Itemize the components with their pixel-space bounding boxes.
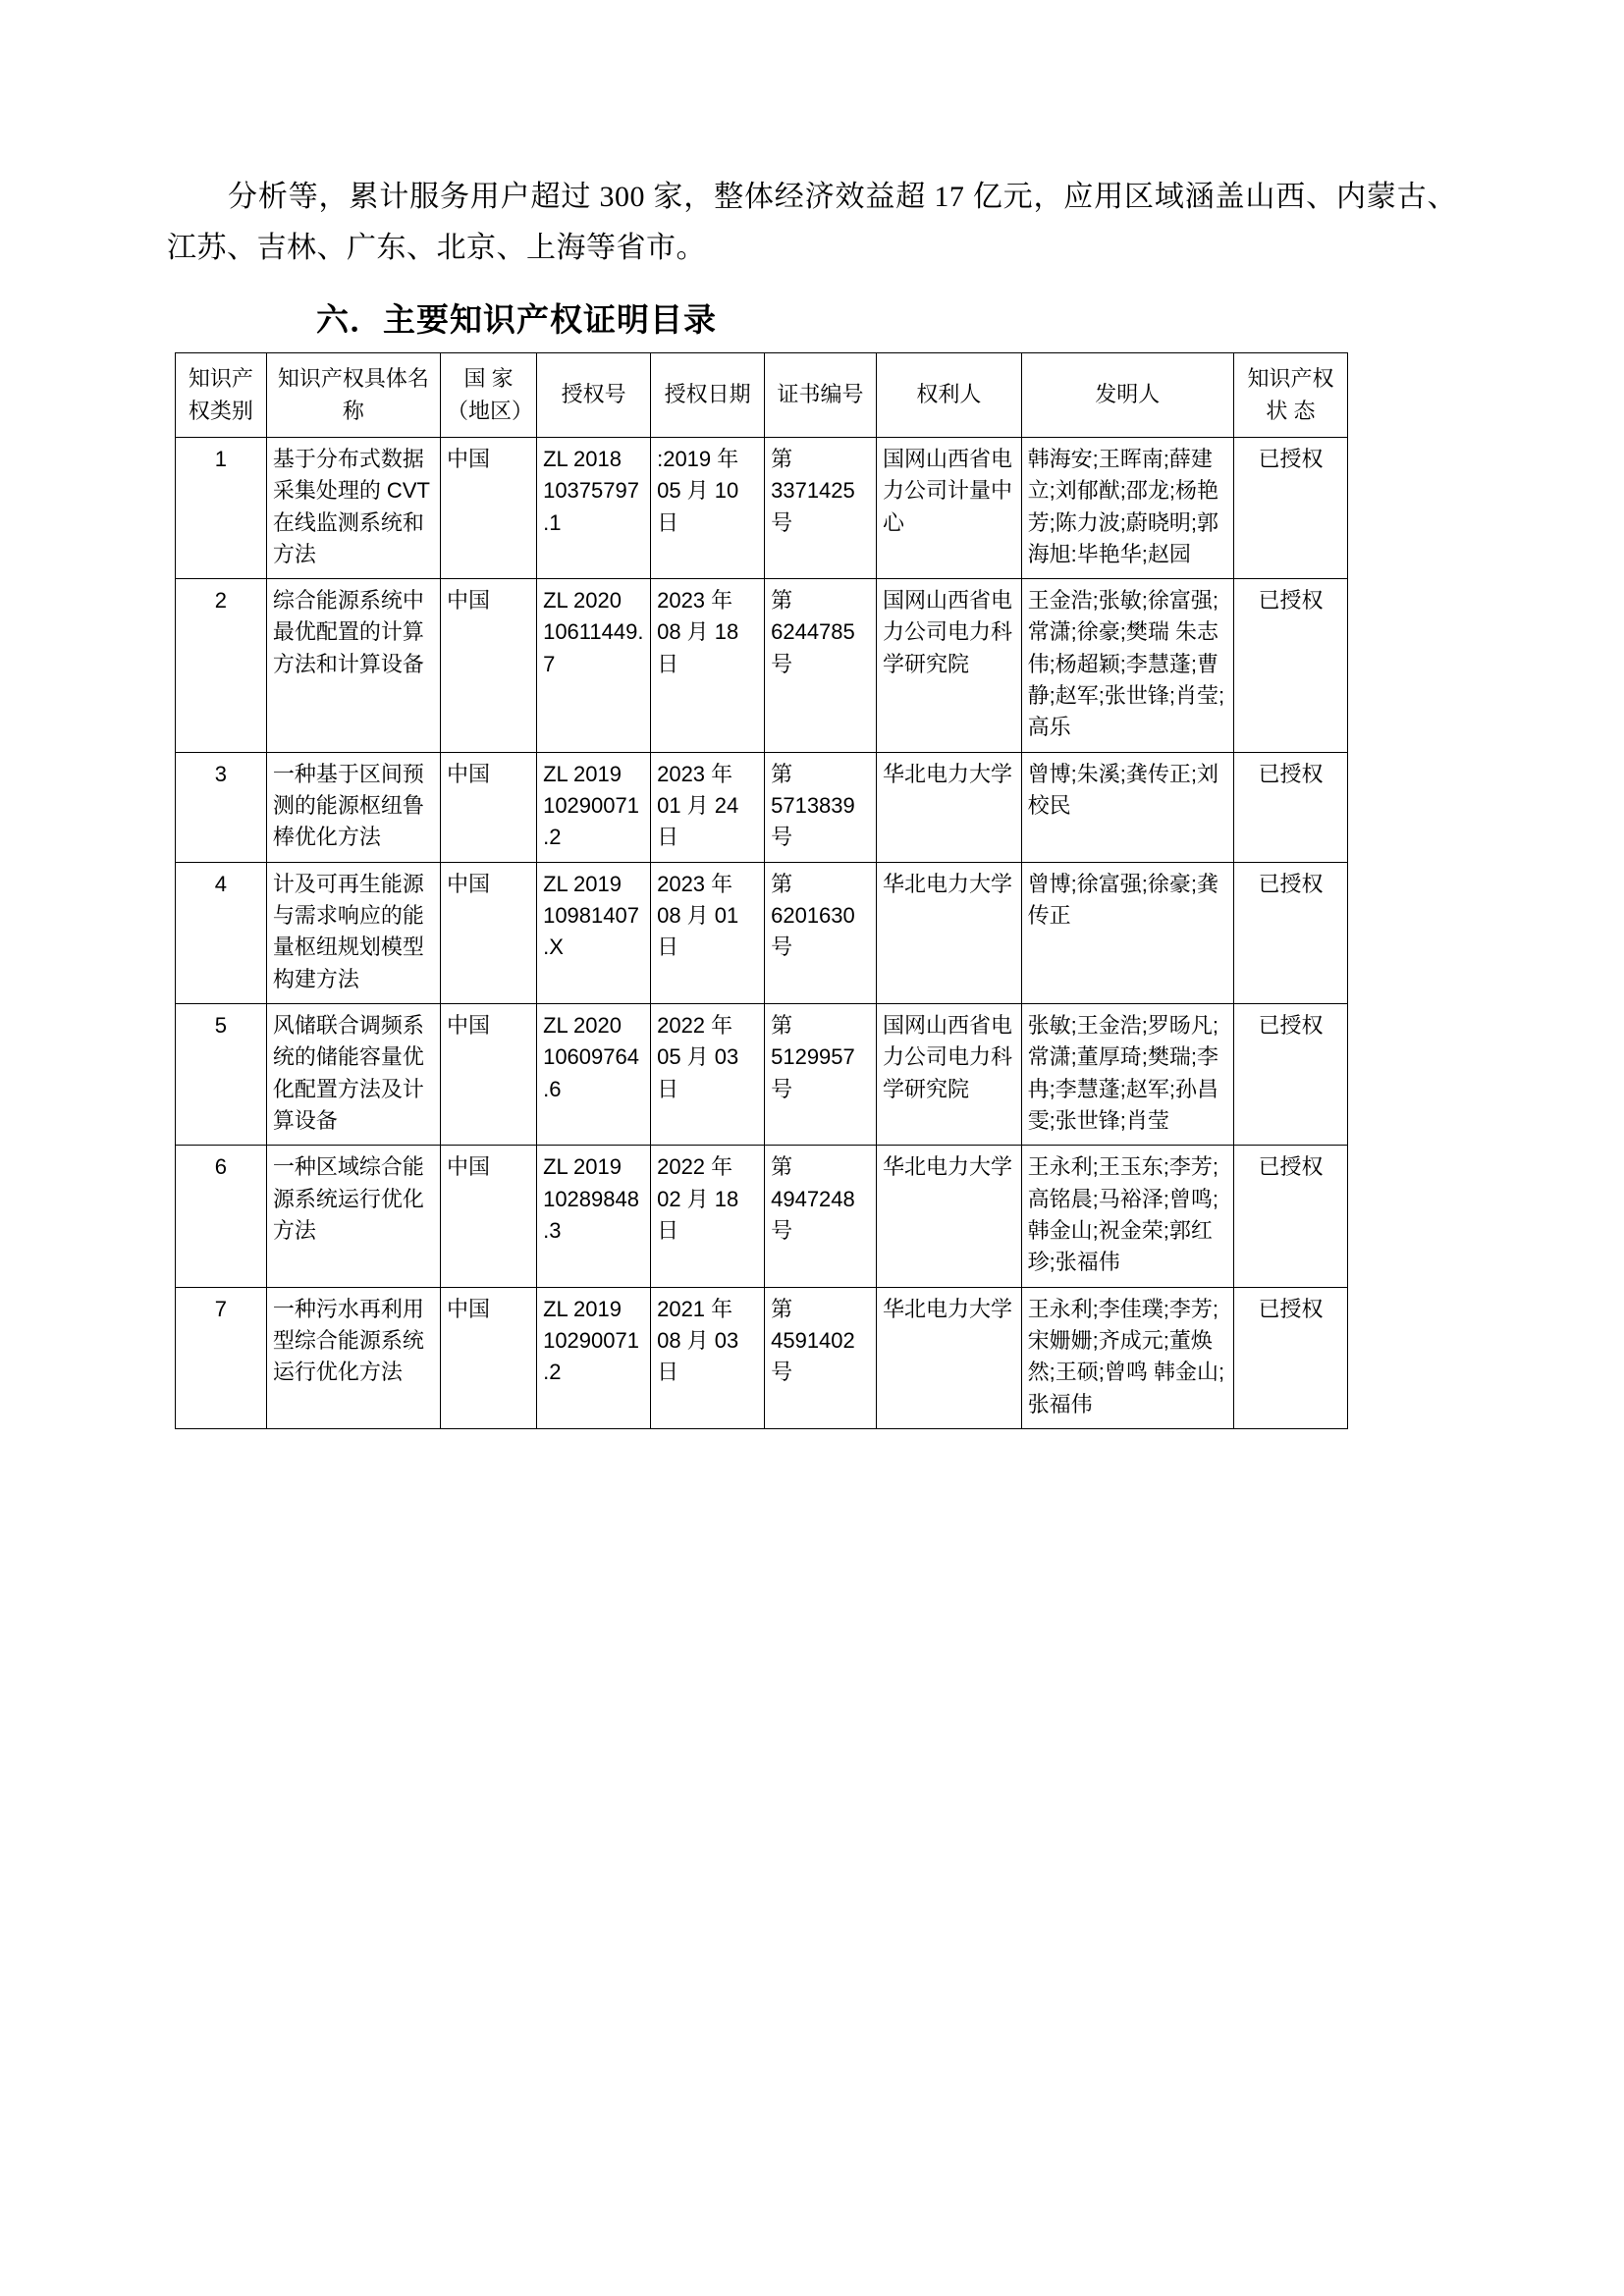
cell-grant-date: 2022 年 02 月 18 日: [651, 1146, 765, 1287]
cell-country: 中国: [441, 1287, 537, 1428]
cell-grant-no: ZL 2020 10609764.6: [537, 1004, 651, 1146]
cell-country: 中国: [441, 752, 537, 862]
table-row: [176, 579, 1348, 753]
cell-owner: 国网山西省电力公司电力科学研究院: [877, 1004, 1022, 1146]
cell-owner: 国网山西省电力公司电力科学研究院: [877, 579, 1022, 753]
cell-status: 已授权: [1233, 1146, 1347, 1287]
cell-index: 7: [176, 1287, 267, 1428]
cell-inventors: 韩海安;王晖南;薛建立;刘郁猷;邵龙;杨艳芳;陈力波;蔚晓明;郭海旭:毕艳华;赵园: [1021, 437, 1233, 578]
table-row: [176, 862, 1348, 1003]
cell-grant-no: ZL 2019 10289848.3: [537, 1146, 651, 1287]
cell-grant-date: :2019 年 05 月 10 日: [651, 437, 765, 578]
cell-name: 基于分布式数据采集处理的 CVT 在线监测系统和方法: [266, 437, 440, 578]
table-row: [176, 437, 1348, 578]
intellectual-property-table: [175, 352, 1348, 1429]
cell-inventors: 王金浩;张敏;徐富强;常潇;徐豪;樊瑞 朱志伟;杨超颖;李慧蓬;曹静;赵军;张世锋;肖莹;高乐: [1021, 579, 1233, 753]
cell-name: 一种区域综合能源系统运行优化方法: [266, 1146, 440, 1287]
cell-inventors: 王永利;王玉东;李芳;高铭晨;马裕泽;曾鸣;韩金山;祝金荣;郭红珍;张福伟: [1021, 1146, 1233, 1287]
cell-owner: 华北电力大学: [877, 752, 1022, 862]
table-header: [176, 353, 1348, 438]
cell-name: 风储联合调频系统的储能容量优化配置方法及计算设备: [266, 1004, 440, 1146]
cell-country: 中国: [441, 1004, 537, 1146]
cell-grant-no: ZL 2020 10611449.7: [537, 579, 651, 753]
cell-country: 中国: [441, 862, 537, 1003]
cell-name: 计及可再生能源与需求响应的能量枢纽规划模型构建方法: [266, 862, 440, 1003]
table-row: [176, 1146, 1348, 1287]
table-row: [176, 1287, 1348, 1428]
cell-grant-date: 2021 年 08 月 03 日: [651, 1287, 765, 1428]
cell-name: 一种污水再利用型综合能源系统运行优化方法: [266, 1287, 440, 1428]
cell-inventors: 曾博;朱溪;龚传正;刘校民: [1021, 752, 1233, 862]
table-row: [176, 1004, 1348, 1146]
section-title: 六．主要知识产权证明目录: [316, 301, 717, 339]
cell-cert-no: 第 4591402 号: [765, 1287, 877, 1428]
column-header-grant-no: 授权号: [537, 353, 651, 438]
cell-grant-no: ZL 2019 10290071.2: [537, 752, 651, 862]
cell-country: 中国: [441, 437, 537, 578]
cell-cert-no: 第 4947248 号: [765, 1146, 877, 1287]
column-header-grant-date: 授权日期: [651, 353, 765, 438]
cell-grant-no: ZL 2019 10981407.X: [537, 862, 651, 1003]
cell-index: 1: [176, 437, 267, 578]
cell-status: 已授权: [1233, 437, 1347, 578]
cell-cert-no: 第 3371425 号: [765, 437, 877, 578]
table-header-row: [176, 353, 1348, 438]
cell-status: 已授权: [1233, 752, 1347, 862]
cell-grant-no: ZL 2019 10290071.2: [537, 1287, 651, 1428]
cell-inventors: 王永利;李佳璞;李芳;宋姗姗;齐成元;董焕然;王硕;曾鸣 韩金山;张福伟: [1021, 1287, 1233, 1428]
cell-index: 5: [176, 1004, 267, 1146]
cell-grant-date: 2023 年 01 月 24 日: [651, 752, 765, 862]
cell-owner: 华北电力大学: [877, 1287, 1022, 1428]
column-header-inventors: 发明人: [1021, 353, 1233, 438]
cell-grant-no: ZL 2018 10375797.1: [537, 437, 651, 578]
cell-owner: 国网山西省电力公司计量中心: [877, 437, 1022, 578]
cell-grant-date: 2022 年 05 月 03 日: [651, 1004, 765, 1146]
column-header-category: 知识产权类别: [176, 353, 267, 438]
cell-status: 已授权: [1233, 862, 1347, 1003]
cell-grant-date: 2023 年 08 月 01 日: [651, 862, 765, 1003]
cell-cert-no: 第 5129957 号: [765, 1004, 877, 1146]
intro-paragraph: 分析等，累计服务用户超过 300 家，整体经济效益超 17 亿元，应用区域涵盖山西、内蒙古、江苏、吉林、广东、北京、上海等省市。: [167, 181, 1457, 264]
cell-name: 综合能源系统中最优配置的计算方法和计算设备: [266, 579, 440, 753]
cell-status: 已授权: [1233, 1287, 1347, 1428]
cell-country: 中国: [441, 579, 537, 753]
cell-index: 4: [176, 862, 267, 1003]
cell-index: 2: [176, 579, 267, 753]
cell-country: 中国: [441, 1146, 537, 1287]
column-header-country: 国 家（地区）: [441, 353, 537, 438]
cell-cert-no: 第 5713839 号: [765, 752, 877, 862]
table-body: [176, 437, 1348, 1428]
cell-inventors: 张敏;王金浩;罗旸凡;常潇;董厚琦;樊瑞;李冉;李慧蓬;赵军;孙昌雯;张世锋;肖莹: [1021, 1004, 1233, 1146]
cell-index: 3: [176, 752, 267, 862]
cell-status: 已授权: [1233, 579, 1347, 753]
cell-inventors: 曾博;徐富强;徐豪;龚传正: [1021, 862, 1233, 1003]
column-header-owner: 权利人: [877, 353, 1022, 438]
cell-owner: 华北电力大学: [877, 1146, 1022, 1287]
cell-index: 6: [176, 1146, 267, 1287]
column-header-name: 知识产权具体名称: [266, 353, 440, 438]
cell-name: 一种基于区间预测的能源枢纽鲁棒优化方法: [266, 752, 440, 862]
cell-owner: 华北电力大学: [877, 862, 1022, 1003]
cell-cert-no: 第 6201630 号: [765, 862, 877, 1003]
cell-status: 已授权: [1233, 1004, 1347, 1146]
column-header-cert-no: 证书编号: [765, 353, 877, 438]
column-header-status: 知识产权状 态: [1233, 353, 1347, 438]
cell-grant-date: 2023 年 08 月 18 日: [651, 579, 765, 753]
table-row: [176, 752, 1348, 862]
cell-cert-no: 第 6244785 号: [765, 579, 877, 753]
